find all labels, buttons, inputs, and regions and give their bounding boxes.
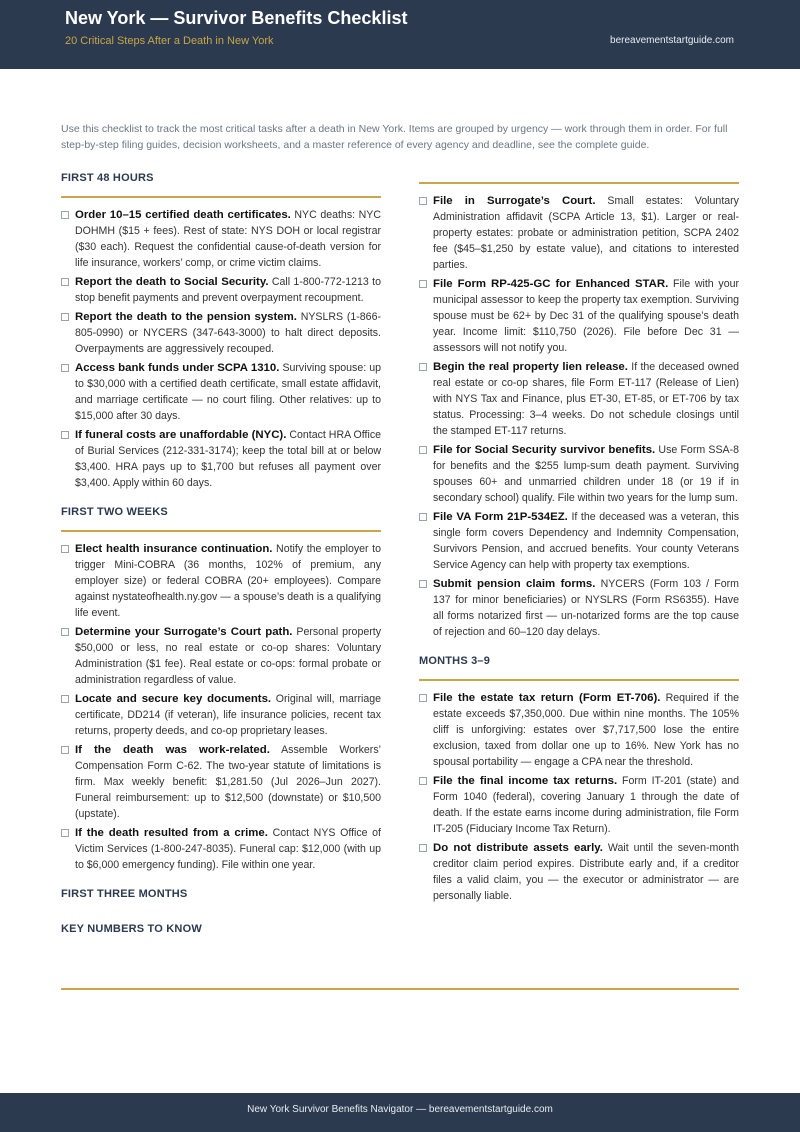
checklist-item (419, 690, 739, 770)
checklist-first-48-hours (61, 207, 381, 491)
checklist-first-two-weeks (61, 541, 381, 873)
checkbox[interactable] (419, 363, 427, 371)
checklist-item-title: File the estate tax return (Form ET-706). (433, 692, 661, 704)
checklist-months-3-9 (419, 690, 739, 904)
checkbox[interactable] (61, 278, 69, 286)
section-divider (419, 679, 739, 681)
checklist-item-title: Elect health insurance continuation. (75, 543, 273, 555)
checklist-item-text: Required if the estate exceeds $7,350,000. Due within nine months. The 105% cliff is unforgiving: estates over $7,717,500 lose the entire exclusion, taxed from dollar one up to 16%. New York has no spousal portability — engage a CPA near the threshold. (433, 692, 739, 768)
key-numbers-divider (61, 988, 739, 990)
checklist-item (419, 773, 739, 837)
checklist-item-title: Report the death to Social Security. (75, 276, 269, 288)
checklist-item (419, 276, 739, 356)
checklist-item-title: Do not distribute assets early. (433, 842, 603, 854)
checklist-item-text: Form IT-201 (state) and Form 1040 (federal), covering January 1 through the date of death. If the estate earns income during administration, file Form IT-205 (Fiduciary Income Tax Return). (433, 775, 739, 835)
checklist-item (61, 691, 381, 739)
checklist-item-title: File Form RP-425-GC for Enhanced STAR. (433, 278, 669, 290)
checkbox[interactable] (61, 431, 69, 439)
checklist-item-text: If the deceased was a veteran, this single form covers Dependency and Indemnity Compensation, Survivors Pension, and accrued benefits. Your county Veterans Service Agency can help with property tax exemptions. (433, 511, 739, 571)
right-column (419, 168, 739, 907)
checkbox[interactable] (61, 628, 69, 636)
section-heading-first-two-weeks: FIRST TWO WEEKS (61, 506, 168, 518)
checklist-item (61, 427, 381, 491)
checklist-item-text: NYC deaths: NYC DOHMH ($15 + fees). Rest of state: NYS DOH or local registrar ($30 each). Request the confidential cause-of-death version for life insurance, workers’ comp, or crime victim claims. (75, 209, 381, 269)
checklist-item-text: Assemble Workers’ Compensation Form C-62. The two-year statute of limitations is firm. Max weekly benefit: $1,281.50 (Jul 2026–Jun 2027). Funeral reimbursement: up to $12,500 (downstate) or $10,500 (upstate). (75, 744, 381, 820)
checklist-item-title: If funeral costs are unaffordable (NYC). (75, 429, 287, 441)
checklist-item-text: NYSLRS (1-866-805-0990) or NYCERS (347-643-3000) to halt direct deposits. Overpayments are aggressively recouped. (75, 311, 381, 355)
checklist-item-text: NYCERS (Form 103 / Form 137 for minor beneficiaries) or NYSLRS (Form RS6355). Have all forms notarized first — un-notarized forms are the top cause of rejection and 60–120 day delays. (433, 578, 739, 638)
checklist-item-text: Surviving spouse: up to $30,000 with a certified death certificate, small estate affidavit, and marriage certificate — no court filing. Other relatives: up to $15,000 after 30 days. (75, 362, 381, 422)
checklist-item-text: Contact HRA Office of Burial Services (212-331-3174); keep the total bill at or below $3,400. HRA pays up to $1,700 but refuses all payment over $3,400. Apply within 60 days. (75, 429, 382, 489)
checkbox[interactable] (61, 364, 69, 372)
checkbox[interactable] (419, 844, 427, 852)
checklist-item (419, 840, 739, 904)
checkbox[interactable] (419, 580, 427, 588)
checklist-item-title: If the death was work-related. (75, 744, 270, 756)
checkbox[interactable] (61, 313, 69, 321)
checklist-item-title: Access bank funds under SCPA 1310. (75, 362, 280, 374)
page-subtitle: 20 Critical Steps After a Death in New York (65, 35, 274, 47)
page-footer: New York Survivor Benefits Navigator — bereavementstartguide.com (0, 1093, 800, 1132)
checkbox[interactable] (419, 446, 427, 454)
checklist-item-title: If the death resulted from a crime. (75, 827, 268, 839)
checkbox[interactable] (419, 513, 427, 521)
checklist-item (419, 359, 739, 439)
checklist-item-text: Contact NYS Office of Victim Services (1-800-247-8035). Funeral cap: $12,000 (with up to $6,000 emergency funding). File within one year. (75, 827, 381, 871)
checklist-item-text: Use Form SSA-8 for benefits and the $255 lump-sum death payment. Surviving spouses 60+ and unmarried children under 18 (or 19 if in secondary school) qualify. File within two years for the lump sum. (433, 444, 739, 504)
checklist-item-text: Notify the employer to trigger Mini-COBRA (36 months, 102% of premium, any employer size) or federal COBRA (20+ employees). Compare against nystateofhealth.ny.gov — a spouse’s death is a qualifying life event. (75, 543, 381, 619)
checklist-item (61, 274, 381, 306)
page-title: New York — Survivor Benefits Checklist (65, 8, 408, 28)
checklist-item (61, 624, 381, 688)
checklist-item-title: Locate and secure key documents. (75, 693, 272, 705)
section-heading-months-3-9: MONTHS 3–9 (419, 655, 491, 667)
checklist-item-text: Original will, marriage certificate, DD214 (if veteran), life insurance policies, recent tax returns, property deeds, and co-op proprietary leases. (75, 693, 381, 737)
checklist-item-text: Personal property $50,000 or less, no real estate or co-op shares: Voluntary Administration ($1 fee). Real estate or co-ops: formal probate or administration regardless of value. (75, 626, 381, 686)
page-header (0, 0, 800, 69)
checklist-item-text: Call 1-800-772-1213 to stop benefit payments and prevent overpayment recoupment. (75, 276, 381, 304)
checklist-item-title: File VA Form 21P-534EZ. (433, 511, 568, 523)
checklist-item (61, 207, 381, 271)
checklist-first-three-months (419, 193, 739, 640)
section-divider (419, 182, 739, 184)
checkbox[interactable] (61, 695, 69, 703)
section-heading-first-three-months: FIRST THREE MONTHS (61, 888, 188, 900)
checklist-item-title: File the final income tax returns. (433, 775, 618, 787)
section-divider (61, 530, 381, 532)
checklist-item-text: If the deceased owned real estate or co-op shares, file Form ET-117 (Release of Lien) with NYS Tax and Finance, plus ET-30, ET-85, or ET-706 by tax status. Processing: 3–4 weeks. Do not schedule closings until the stamped ET-117 returns. (433, 361, 739, 437)
section-divider (61, 196, 381, 198)
left-column (61, 168, 381, 943)
checkbox[interactable] (419, 694, 427, 702)
checkbox[interactable] (61, 211, 69, 219)
checkbox[interactable] (419, 280, 427, 288)
checkbox[interactable] (61, 746, 69, 754)
checklist-item-title: Report the death to the pension system. (75, 311, 297, 323)
checklist-item-title: File for Social Security survivor benefits. (433, 444, 656, 456)
checklist-item-text: File with your municipal assessor to keep the property tax exemption. Surviving spouse must be 62+ by Dec 31 of the qualifying spouse’s death year. Income limit: $110,750 (2026). File before Dec 31 — assessors will not notify you. (433, 278, 740, 354)
checklist-item (61, 360, 381, 424)
checklist-item-title: Order 10–15 certified death certificates. (75, 209, 291, 221)
checklist-item (419, 576, 739, 640)
checklist-item (419, 442, 739, 506)
checklist-item (61, 541, 381, 621)
checkbox[interactable] (419, 197, 427, 205)
checklist-item (61, 742, 381, 822)
checklist-item (61, 309, 381, 357)
section-heading-key-numbers: KEY NUMBERS TO KNOW (61, 923, 202, 935)
checklist-item-title: Submit pension claim forms. (433, 578, 596, 590)
checklist-item-text: Small estates: Voluntary Administration affidavit (SCPA Article 13, $1). Larger or real-property estates: probate or administration petition, SCPA 2402 fee ($45–$1,250 by estate value), and citations to interested parties. (433, 195, 739, 271)
section-heading-first-48-hours: FIRST 48 HOURS (61, 172, 154, 184)
header-site-link[interactable]: bereavementstartguide.com (610, 35, 734, 46)
checklist-item-title: Determine your Surrogate’s Court path. (75, 626, 293, 638)
intro-paragraph: Use this checklist to track the most critical tasks after a death in New York. Items are grouped by urgency — work through them in order. For full step-by-step filing guides, decision worksheets, and a master reference of every agency and deadline, see the complete guide. (61, 123, 728, 151)
checklist-item (61, 825, 381, 873)
checkbox[interactable] (419, 777, 427, 785)
checkbox[interactable] (61, 829, 69, 837)
checklist-item (419, 193, 739, 273)
checklist-item (419, 509, 739, 573)
checklist-item-title: File in Surrogate’s Court. (433, 195, 596, 207)
checkbox[interactable] (61, 545, 69, 553)
checklist-item-text: Wait until the seven-month creditor claim period expires. Distribute early and, if a creditor files a valid claim, you — the executor or administrator — are personally liable. (433, 842, 739, 902)
checklist-item-title: Begin the real property lien release. (433, 361, 628, 373)
